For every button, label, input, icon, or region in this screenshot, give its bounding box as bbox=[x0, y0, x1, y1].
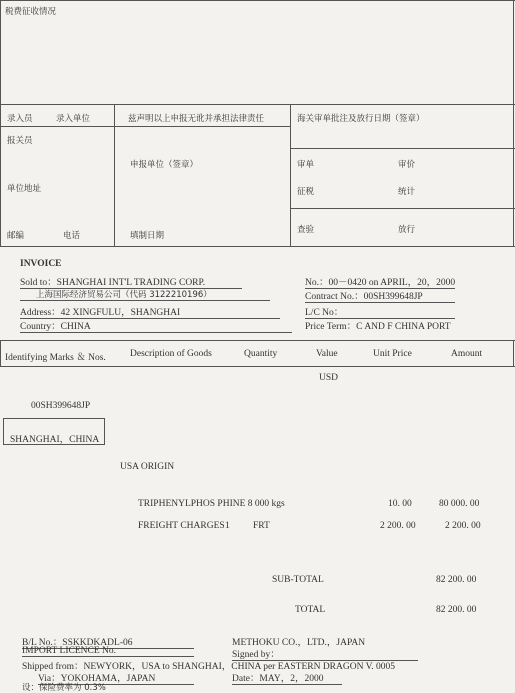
form-divider-5 bbox=[290, 208, 515, 209]
col-header-value: Value bbox=[316, 349, 338, 359]
shipment-date: Date：MAY，2，2000 bbox=[232, 670, 342, 685]
form-right-border bbox=[513, 0, 514, 246]
buyer-name-cn: 上海国际经济贸易公司（代码 3122210196） bbox=[20, 288, 270, 301]
price-term: Price Term：C AND F CHINA PORT bbox=[305, 322, 451, 332]
invoice-title: INVOICE bbox=[20, 259, 62, 269]
shipping-mark-line2: SHANGHAI，CHINA bbox=[10, 435, 100, 445]
form-bottom-border bbox=[0, 246, 515, 247]
item-2-qty: 1 bbox=[225, 521, 230, 531]
bl-number: B/L No.：SSKKDKADL-06 bbox=[22, 634, 194, 649]
approval-label: 海关审单批注及放行日期（签章） bbox=[297, 114, 425, 124]
review-doc-label: 审单 bbox=[297, 160, 315, 170]
item-1-unit-price: 10. 00 bbox=[388, 499, 412, 509]
form-divider-2 bbox=[0, 126, 114, 127]
shipped-from: Shipped from：NEWYORK，USA to SHANGHAI，CHINA per EASTERN DRAGON V. 0005 bbox=[22, 662, 396, 672]
statistics-label: 统计 bbox=[398, 187, 416, 197]
subtotal-label: SUB-TOTAL bbox=[272, 575, 324, 585]
import-licence: IMPORT LICENCE No. bbox=[22, 646, 194, 657]
header-top-line bbox=[0, 340, 515, 341]
form-col-divider-2 bbox=[290, 104, 291, 246]
total-label: TOTAL bbox=[295, 605, 326, 615]
total-value: 82 200. 00 bbox=[436, 605, 477, 615]
item-1-amount: 80 000. 00 bbox=[439, 499, 480, 509]
shipping-mark-line1: 00SH399648JP bbox=[31, 401, 91, 411]
entry-unit-label: 录入单位 bbox=[56, 114, 91, 124]
form-divider-4 bbox=[290, 148, 515, 149]
form-top-border bbox=[0, 0, 515, 1]
declarant-label: 报关员 bbox=[7, 136, 33, 146]
col-header-desc: Description of Goods bbox=[130, 349, 212, 359]
buyer-country: Country：CHINA bbox=[20, 318, 292, 333]
origin: USA ORIGIN bbox=[120, 462, 175, 472]
levy-tax-label: 征税 bbox=[297, 187, 315, 197]
phone-label: 电话 bbox=[63, 231, 81, 241]
currency: USD bbox=[319, 373, 339, 383]
entry-clerk-label: 录入员 bbox=[7, 114, 33, 124]
item-2-unit: FRT bbox=[253, 521, 270, 531]
tax-status-label: 税费征收情况 bbox=[5, 7, 57, 17]
contract-number: Contract No.：00SH399648JP bbox=[305, 288, 455, 303]
header-right-line bbox=[513, 340, 514, 366]
signed-by: Signed by： bbox=[232, 646, 418, 661]
insurance-note: 设：保险费率为 0.3% bbox=[22, 683, 106, 693]
unit-address-label: 单位地址 bbox=[7, 184, 42, 194]
col-header-qty: Quantity bbox=[244, 349, 278, 359]
postcode-label: 邮编 bbox=[7, 231, 25, 241]
seller-name: METHOKU CO.，LTD.，JAPAN bbox=[232, 638, 366, 648]
header-bottom-line bbox=[0, 366, 515, 367]
col-header-marks: Identifying Marks ＆ Nos. bbox=[5, 353, 106, 363]
col-header-amount: Amount bbox=[451, 349, 483, 359]
item-2-amount: 2 200. 00 bbox=[445, 521, 481, 531]
form-left-border bbox=[0, 0, 1, 246]
declaring-unit-seal-label: 申报单位（签章） bbox=[130, 160, 199, 170]
header-left-line bbox=[0, 340, 1, 366]
release-label: 放行 bbox=[398, 225, 416, 235]
declaration-text: 兹声明以上申报无讹并承担法律责任 bbox=[128, 114, 265, 124]
form-divider-3 bbox=[114, 126, 290, 127]
inspection-label: 查验 bbox=[297, 225, 315, 235]
item-2-desc: FREIGHT CHARGES bbox=[138, 521, 225, 531]
fill-date-label: 填制日期 bbox=[130, 231, 165, 241]
invoice-number: No.：00－0420 on APRIL，20，2000 bbox=[305, 274, 455, 289]
via-port: Via：YOKOHAMA，JAPAN bbox=[38, 670, 194, 685]
item-2-unit-price: 2 200. 00 bbox=[380, 521, 416, 531]
col-header-unit-price: Unit Price bbox=[373, 349, 412, 359]
sold-to: Sold to：SHANGHAI INT'L TRADING CORP. bbox=[20, 274, 242, 289]
item-1-desc: TRIPHENYLPHOS PHINE 8 000 kgs bbox=[138, 499, 285, 509]
form-divider-1 bbox=[0, 104, 515, 105]
audit-price-label: 审价 bbox=[398, 160, 416, 170]
lc-number: L/C No： bbox=[305, 304, 455, 319]
buyer-address: Address：42 XINGFULU，SHANGHAI bbox=[20, 304, 280, 319]
subtotal-value: 82 200. 00 bbox=[436, 575, 477, 585]
